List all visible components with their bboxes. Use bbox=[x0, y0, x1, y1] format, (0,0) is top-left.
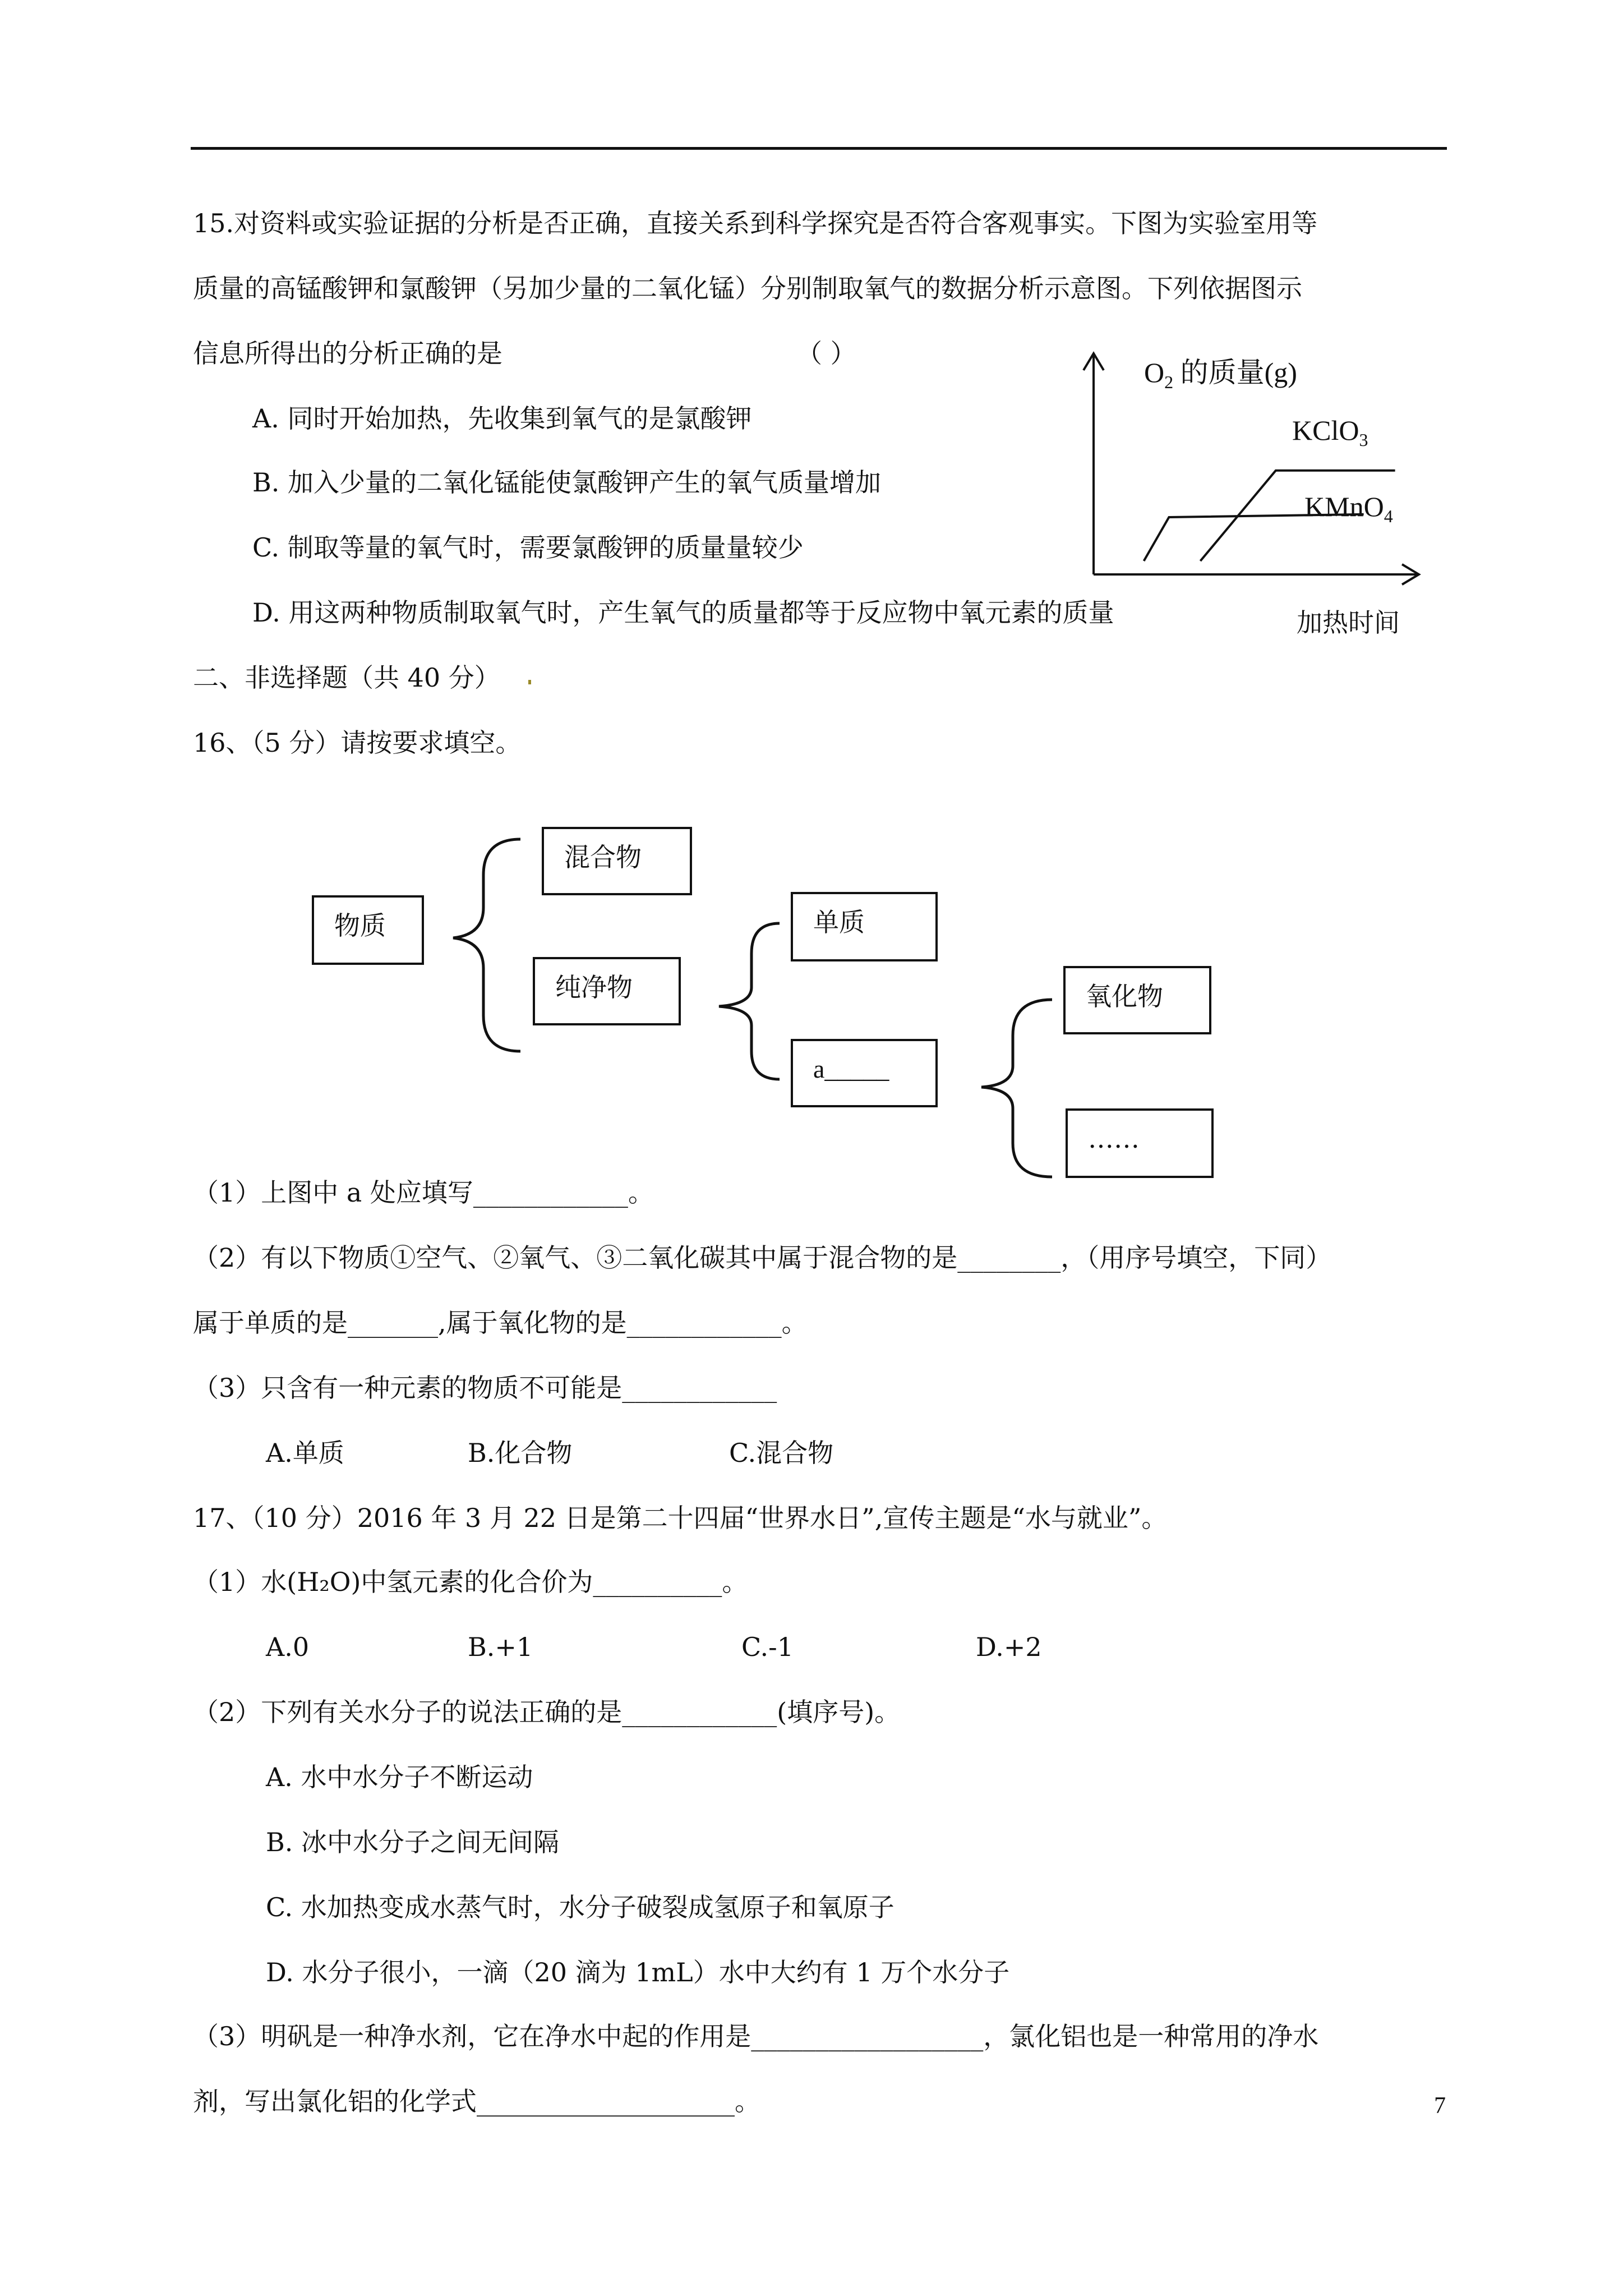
q17-part3-line1: （3）明矾是一种净水剂，它在净水中起的作用是__________________，氯化铝也是一种常用的净水 bbox=[193, 2021, 1319, 2051]
q15-option-a: A. 同时开始加热，先收集到氧气的是氯酸钾 bbox=[252, 403, 752, 434]
q16-part2-line2: 属于单质的是_______,属于氧化物的是____________。 bbox=[193, 1308, 808, 1338]
q17-part2: （2）下列有关水分子的说法正确的是____________(填序号)。 bbox=[193, 1697, 901, 1727]
q17-part1-option-b: B.+1 bbox=[468, 1632, 533, 1662]
q15-line2: 质量的高锰酸钾和氯酸钾（另加少量的二氧化锰）分别制取氧气的数据分析示意图。下列依据图示 bbox=[193, 273, 1302, 303]
box-element-substance: 单质 bbox=[791, 892, 938, 961]
legend-kclo3: KClO$_3$ bbox=[1292, 415, 1368, 450]
graph-y-label: $O_2$ 的质量(g) bbox=[1144, 357, 1297, 392]
stray-mark bbox=[528, 680, 531, 684]
q15-option-d: D. 用这两种物质制取氧气时，产生氧气的质量都等于反应物中氧元素的质量 bbox=[252, 597, 1114, 628]
q17-part3-line2: 剂，写出氯化铝的化学式____________________。 bbox=[193, 2086, 760, 2116]
box-pure-substance: 纯净物 bbox=[533, 957, 681, 1025]
q16-part1: （1）上图中 a 处应填写____________。 bbox=[193, 1177, 654, 1208]
section2-heading: 二、非选择题（共 40 分） bbox=[193, 662, 500, 693]
q17-part1-option-d: D.+2 bbox=[976, 1632, 1042, 1662]
q16-part3: （3）只含有一种元素的物质不可能是____________ bbox=[193, 1373, 777, 1403]
q17-part2-option-b: B. 冰中水分子之间无间隔 bbox=[266, 1827, 560, 1857]
q15-option-c: C. 制取等量的氧气时，需要氯酸钾的质量量较少 bbox=[252, 532, 804, 563]
brace-pure bbox=[719, 923, 780, 1079]
q17-part2-option-c: C. 水加热变成水蒸气时，水分子破裂成氢原子和氧原子 bbox=[266, 1892, 895, 1922]
q15-line3: 信息所得出的分析正确的是 bbox=[193, 338, 502, 369]
box-matter: 物质 bbox=[312, 895, 424, 965]
brace-compound bbox=[981, 1000, 1052, 1177]
box-etc: …… bbox=[1066, 1108, 1214, 1178]
q16-part3-option-b: B.化合物 bbox=[468, 1438, 573, 1468]
q17-part1-option-c: C.-1 bbox=[741, 1632, 794, 1662]
graph-x-label: 加热时间 bbox=[1297, 608, 1400, 638]
box-oxide: 氧化物 bbox=[1063, 966, 1211, 1034]
q17-part2-option-d: D. 水分子很小，一滴（20 滴为 1mL）水中大约有 1 万个水分子 bbox=[266, 1957, 1010, 1987]
box-a-blank: a_____ bbox=[791, 1039, 938, 1107]
q16-part3-option-a: A.单质 bbox=[266, 1438, 344, 1468]
q16-part3-option-c: C.混合物 bbox=[729, 1438, 834, 1468]
box-mixture: 混合物 bbox=[542, 827, 692, 895]
legend-kmno4: KMnO$_4$ bbox=[1304, 491, 1393, 526]
q16-title: 16、（5 分）请按要求填空。 bbox=[193, 728, 522, 758]
q17-part2-option-a: A. 水中水分子不断运动 bbox=[266, 1762, 533, 1792]
q15-answer-paren: （ ） bbox=[796, 338, 856, 369]
brace-matter bbox=[453, 839, 520, 1051]
q17-title: 17、（10 分）2016 年 3 月 22 日是第二十四届“世界水日”,宣传主题是“水与就业”。 bbox=[193, 1503, 1168, 1533]
q15-line1: 15.对资料或实验证据的分析是否正确，直接关系到科学探究是否符合客观事实。下图为实验室用等 bbox=[193, 208, 1318, 238]
page-number: 7 bbox=[1434, 2093, 1446, 2119]
q17-part1: （1）水(H₂O)中氢元素的化合价为__________。 bbox=[193, 1567, 748, 1597]
q16-part2-line1: （2）有以下物质①空气、②氧气、③二氧化碳其中属于混合物的是________，（用序号填空，下同） bbox=[193, 1243, 1332, 1273]
q15-option-b: B. 加入少量的二氧化锰能使氯酸钾产生的氧气质量增加 bbox=[252, 467, 882, 498]
q17-part1-option-a: A.0 bbox=[266, 1632, 310, 1662]
